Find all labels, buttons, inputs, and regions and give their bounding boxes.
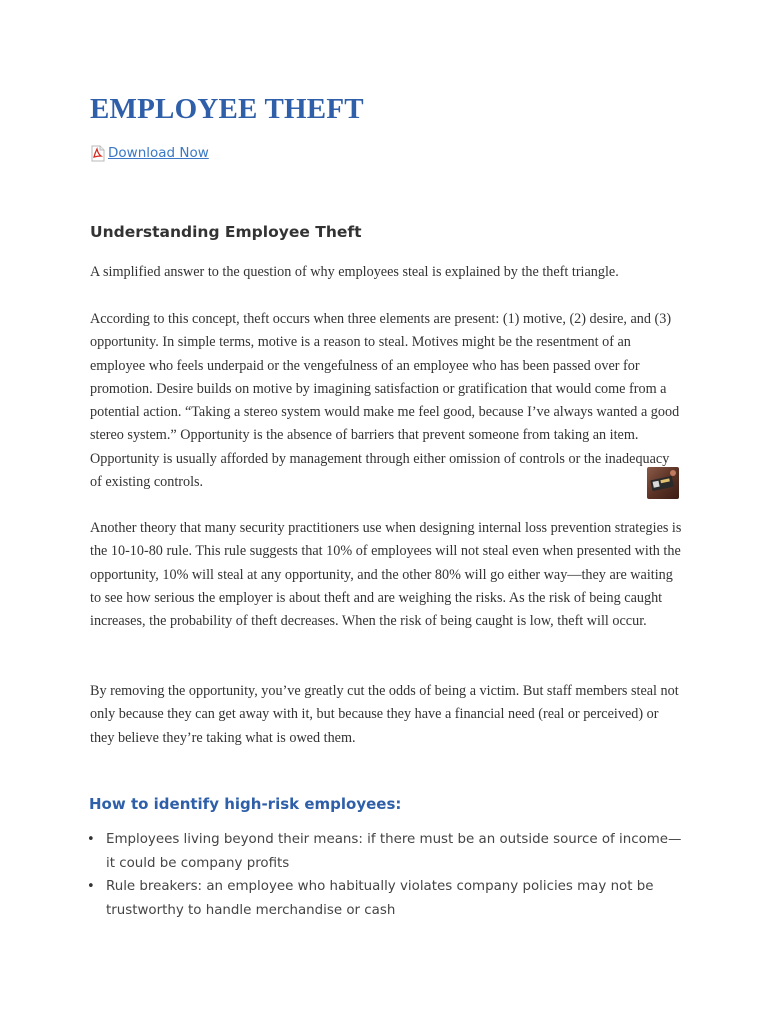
list-item	[87, 828, 682, 875]
paragraph-motive-desire-opportunity: According to this concept, theft occurs when three elements are present: (1) motive, (2) desire, and (3) opportunity. In simple terms, motive is a reason to steal. Motives might be the resentment of an employee who feels underpaid or the vengefulness of an employee who has been passed over for promotion. Desire builds on motive by imagining satisfaction or gratification that would come from a potential action. “Taking a stereo system would make me feel good, because I’ve always wanted a good stereo system.” Opportunity is the absence of barriers that prevent someone from taking an item. Opportunity is usually afforded by management through either omission of controls or the inadequacy of existing controls.	[90, 311, 680, 491]
section-heading: Understanding Employee Theft	[90, 223, 362, 241]
paragraph-theft-triangle: A simplified answer to the question of why employees steal is explained by the theft triangle.	[90, 264, 619, 280]
paragraph-removing-opportunity: By removing the opportunity, you’ve greatly cut the odds of being a victim. But staff members steal not only because they can get away with it, but because they have a financial need (real or perceived) or they believe they’re taking what is owed them.	[90, 683, 679, 746]
bullet-icon: •	[87, 832, 95, 847]
download-row	[90, 143, 209, 163]
stolen-item-thumbnail-image	[647, 467, 679, 499]
paragraph-10-10-80-rule: Another theory that many security practitioners use when designing internal loss prevention strategies is the 10-10-80 rule. This rule suggests that 10% of employees will not steal even when presented with the opportunity, 10% will steal at any opportunity, and the other 80% will go either way—they are waiting to see how serious the employer is about theft and are weighing the risks. As the risk of being caught increases, the probability of theft decreases. When the risk of being caught is low, theft will occur.	[90, 520, 682, 630]
high-risk-list	[87, 828, 682, 922]
download-now-link[interactable]: Download Now	[108, 145, 209, 161]
page-title: EMPLOYEE THEFT	[90, 93, 364, 125]
high-risk-employees-heading: How to identify high-risk employees:	[89, 795, 402, 813]
list-item-text: Employees living beyond their means: if there must be an outside source of income—it could be company profits	[106, 832, 682, 871]
bullet-icon: •	[87, 879, 95, 894]
list-item	[87, 875, 682, 922]
list-item-text: Rule breakers: an employee who habitually violates company policies may not be trustworthy to handle merchandise or cash	[106, 879, 654, 918]
pdf-icon[interactable]	[90, 145, 106, 162]
